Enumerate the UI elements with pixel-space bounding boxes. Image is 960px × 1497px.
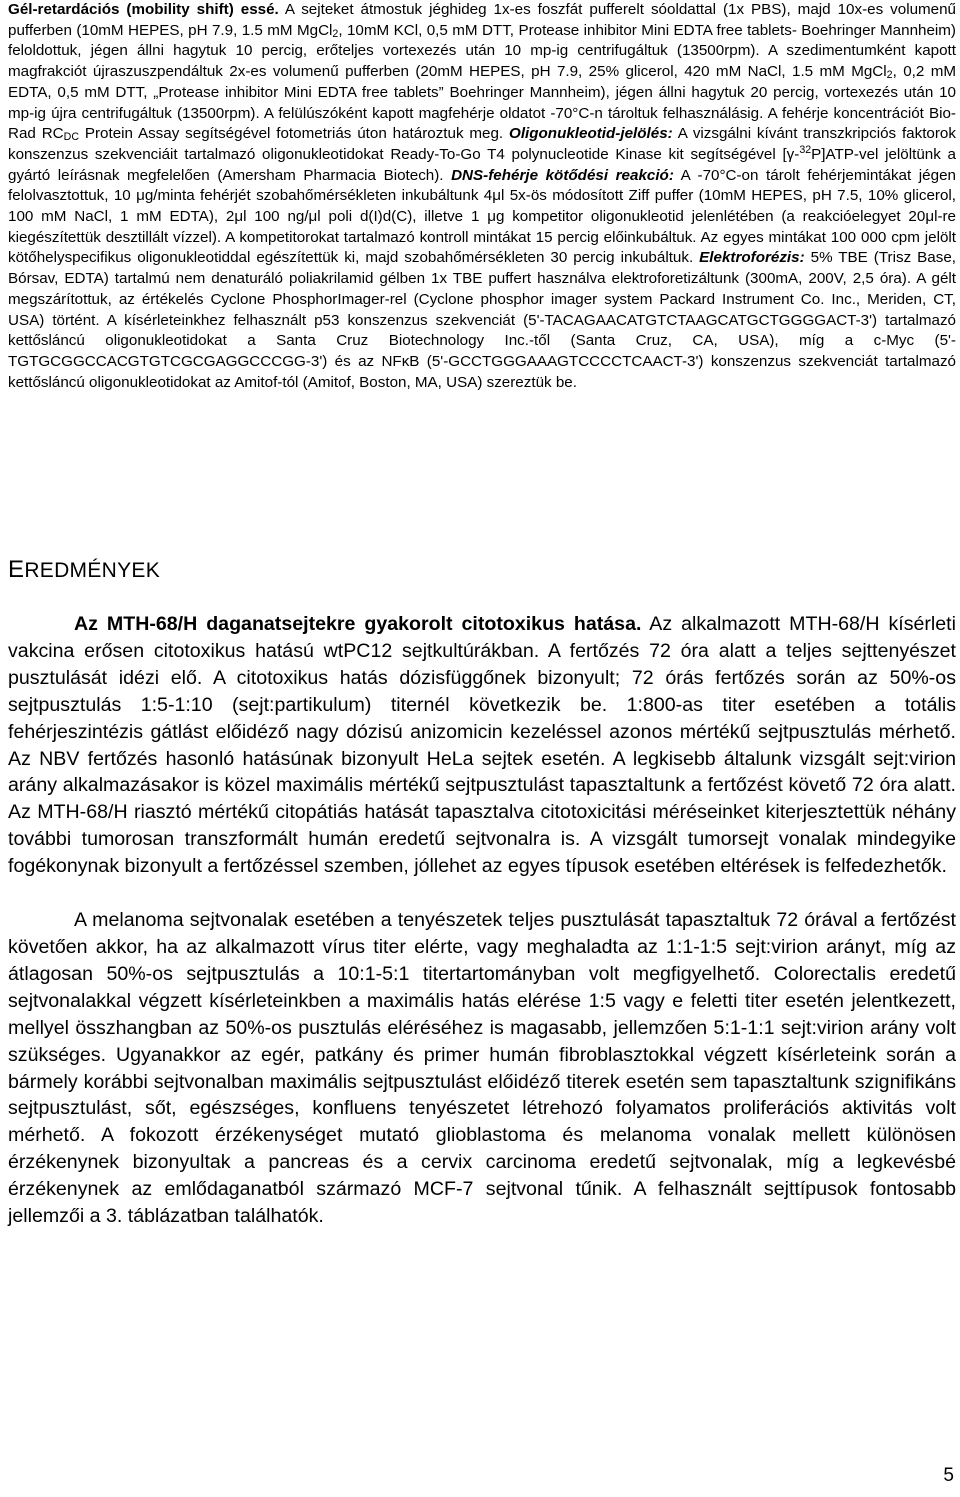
electrophoresis-text: 5% TBE (Trisz Base, Bórsav, EDTA) tartalmú nem denaturáló poliakrilamid gélben 1x TBE puffert használva elektroforetizáltunk (300mA, 200V, 2,5 óra). A gélt megszárítottuk, az értékelés Cyclone PhosphorImager-rel (Cyclone phosphor imager system Packard Instrument Co. Inc., Meriden, CT, USA) történt. A kísérleteinkhez felhasznált p53 konszenzus szekvenciát (5'-TACAGAACATGTCTAAGCATGCTGGGGACT-3') tartalmazó kettősláncú oligonukleotidokat a Santa Cruz Biotechnology Inc.-től (Santa Cruz, CA, USA), míg a c-Myc (5'-TGTGCGGCCACGTGTCGCGAGGCCCGG-3') és az NFκB (5'-GCCTGGGAAAGTCCCCTCAACT-3') konszenzus szekvenciát tartalmazó kettősláncú oligonukleotidokat az Amitof-tól (Amitof, Boston, MA, USA) szereztük be. (8, 249, 956, 391)
gel-shift-title: Gél-retardációs (mobility shift) essé. (8, 1, 279, 18)
oligo-labeling-text-b: P]ATP-vel jelöltünk a gyártó leírásnak megfelelően (Amersham Pharmacia Biotech). (8, 145, 957, 184)
subscript-dc: DC (63, 131, 79, 144)
electrophoresis-title: Elektroforézis: (699, 249, 805, 267)
gel-shift-text-d: Protein Assay segítségével fotometriás úton határoztuk meg. (79, 125, 509, 143)
methods-paragraph (8, 0, 956, 393)
cytotoxic-effect-title: Az MTH-68/H daganatsejtekre gyakorolt citotoxikus hatása. (74, 613, 642, 635)
results-heading (8, 556, 160, 584)
results-paragraph-1 (8, 611, 956, 880)
subscript-2: 2 (886, 69, 893, 82)
results-paragraph-2 (8, 907, 956, 1230)
superscript-32: 32 (799, 143, 812, 156)
document-page (8, 0, 956, 393)
gel-shift-text-c: , 0,2 mM EDTA, 0,5 mM DTT, „Protease inhibitor Mini EDTA free tablets” Boehringer Mannheim), jégen állni hagytuk 20 percig, vortexezés után 10 mp-ig újra centrifugáltuk (13500rpm). A felülúszóként kapott magfehérje oldatot -70°C-n tároltuk felhasználásig. A fehérje koncentrációt Bio-Rad RC (8, 63, 957, 143)
results-paragraph-1-text: Az alkalmazott MTH-68/H kísérleti vakcina erősen citotoxikus hatású wtPC12 sejtkultúrákban. A fertőzés 72 óra alatt a teljes sejttenyészet pusztulását idézi elő. A citotoxikus hatás dózisfüggőnek bizonyult; 72 órás fertőzés során az 50%-os sejtpusztulás 1:5-1:10 (sejt:partikulum) titernél következik be. 1:800-as titer esetében a totális fehérjeszintézis gátlást előidéző nagy dózisú anizomicin kezeléssel azonos mértékű sejtpusztulás mérhető. Az NBV fertőzés hasonló hatásúnak bizonyult HeLa sejtek esetén. A legkisebb általunk vizsgált sejt:virion arány alkalmazásakor is közel maximális mértékű sejtpusztulást tapasztaltunk a fertőzést követő 72 óra alatt. Az MTH-68/H riasztó mértékű citopátiás hatását tapasztalva citotoxicitási méréseinket kiterjesztettük néhány további tumorosan transzformált humán eredetű sejtvonalra is. A vizsgált tumorsejt vonalak mindegyike fogékonynak bizonyult a fertőzéssel szemben, jóllehet az egyes típusok esetében eltérések is felfedezhetők. (8, 613, 956, 878)
results-heading-rest: REDMÉNYEK (24, 559, 161, 582)
subscript-2: 2 (332, 27, 339, 40)
results-paragraph-2-text: A melanoma sejtvonalak esetében a tenyészetek teljes pusztulását tapasztaltuk 72 órával a fertőzést követően akkor, ha az alkalmazott vírus titer elérte, vagy meghaladta az 1:1-1:5 sejt:virion arányt, míg az átlagosan 50%-os sejtpusztulás a 10:1-5:1 titertartományban volt megfigyelhető. Colorectalis eredetű sejtvonalakkal végzett kísérleteinkben a maximális hatás elérése 1:5 vagy e feletti titer esetén jelentkezett, mellyel összhangban az 50%-os pusztulás eléréséhez is magasabb, jellemzően 5:1-1:1 sejt:virion arány volt szükséges. Ugyanakkor az egér, patkány és primer humán fibroblasztokkal végzett kísérleteink során a bármely korábbi sejtvonalban maximális sejtpusztulást előidéző titerek esetén sem tapasztaltunk szignifikáns sejtpusztulást, sőt, egészséges, konfluens tenyészetet létrehozó folyamatos proliferációs aktivitás volt mérhető. A fokozott érzékenységet mutató glioblastoma és melanoma vonalak mellett különösen érzékenynek bizonyultak a pancreas és a cervix carcinoma eredetű sejtvonalak, míg a legkevésbé érzékenynek az emlődaganatból származó MCF-7 sejtvonal tűnik. A felhasznált sejttípusok fontosabb jellemzői a 3. táblázatban találhatók. (8, 909, 956, 1228)
gel-shift-text-a: A sejteket átmostuk jéghideg 1x-es foszfát pufferelt sóoldattal (1x PBS), majd 10x-es volumenű pufferben (10mM HEPES, pH 7.9, 1.5 mM MgCl (8, 1, 957, 39)
binding-reaction-title: DNS-fehérje kötődési reakció: (451, 166, 674, 184)
results-heading-first-letter: E (8, 556, 25, 583)
page-number: 5 (943, 1465, 954, 1486)
binding-reaction-text: A -70°C-on tárolt fehérjemintákat jégen felolvasztottuk, 10 μg/minta fehérjét szobahőmérsékleten inkubáltunk 4μl 5x-ös módosított Ziff puffer (10mM HEPES, pH 7.5, 10% glicerol, 100 mM NaCl, 1 mM EDTA), 2μl 100 ng/μl poli d(I)d(C), illetve 1 μg kompetitor oligonukleotid jelenlétében (a reakcióelegyet 20μl-re kiegészítettük desztillált vízzel). A kompetitorokat tartalmazó kontroll mintákat 15 percig előinkubáltuk. Az egyes mintákat 100 000 cpm jelölt kötőhelyspecifikus oligonukleotiddal egészítettük ki, majd szobahőmérsékleten 30 percig inkubáltuk. (8, 166, 956, 267)
oligo-labeling-title: Oligonukleotid-jelölés: (509, 125, 673, 143)
gel-shift-text-b: , 10mM KCl, 0,5 mM DTT, Protease inhibitor Mini EDTA free tablets- Boehringer Mannheim) feloldottuk, jégen állni hagytuk 10 percig, erőteljes vortexezés után 10 mp-ig centrifugáltuk (13500rpm). A szedimentumként kapott magfrakciót újraszuszpendáltuk 2x-es volumenű pufferben (20mM HEPES, pH 7.9, 25% glicerol, 420 mM NaCl, 1.5 mM MgCl (8, 21, 956, 81)
results-section (8, 611, 956, 1230)
oligo-labeling-text-a: A vizsgálni kívánt transzkripciós faktorok konszenzus szekvenciáit tartalmazó oligonukleotidokat Ready-To-Go T4 polynucleotide Kinase kit segítségével [γ- (8, 125, 956, 163)
